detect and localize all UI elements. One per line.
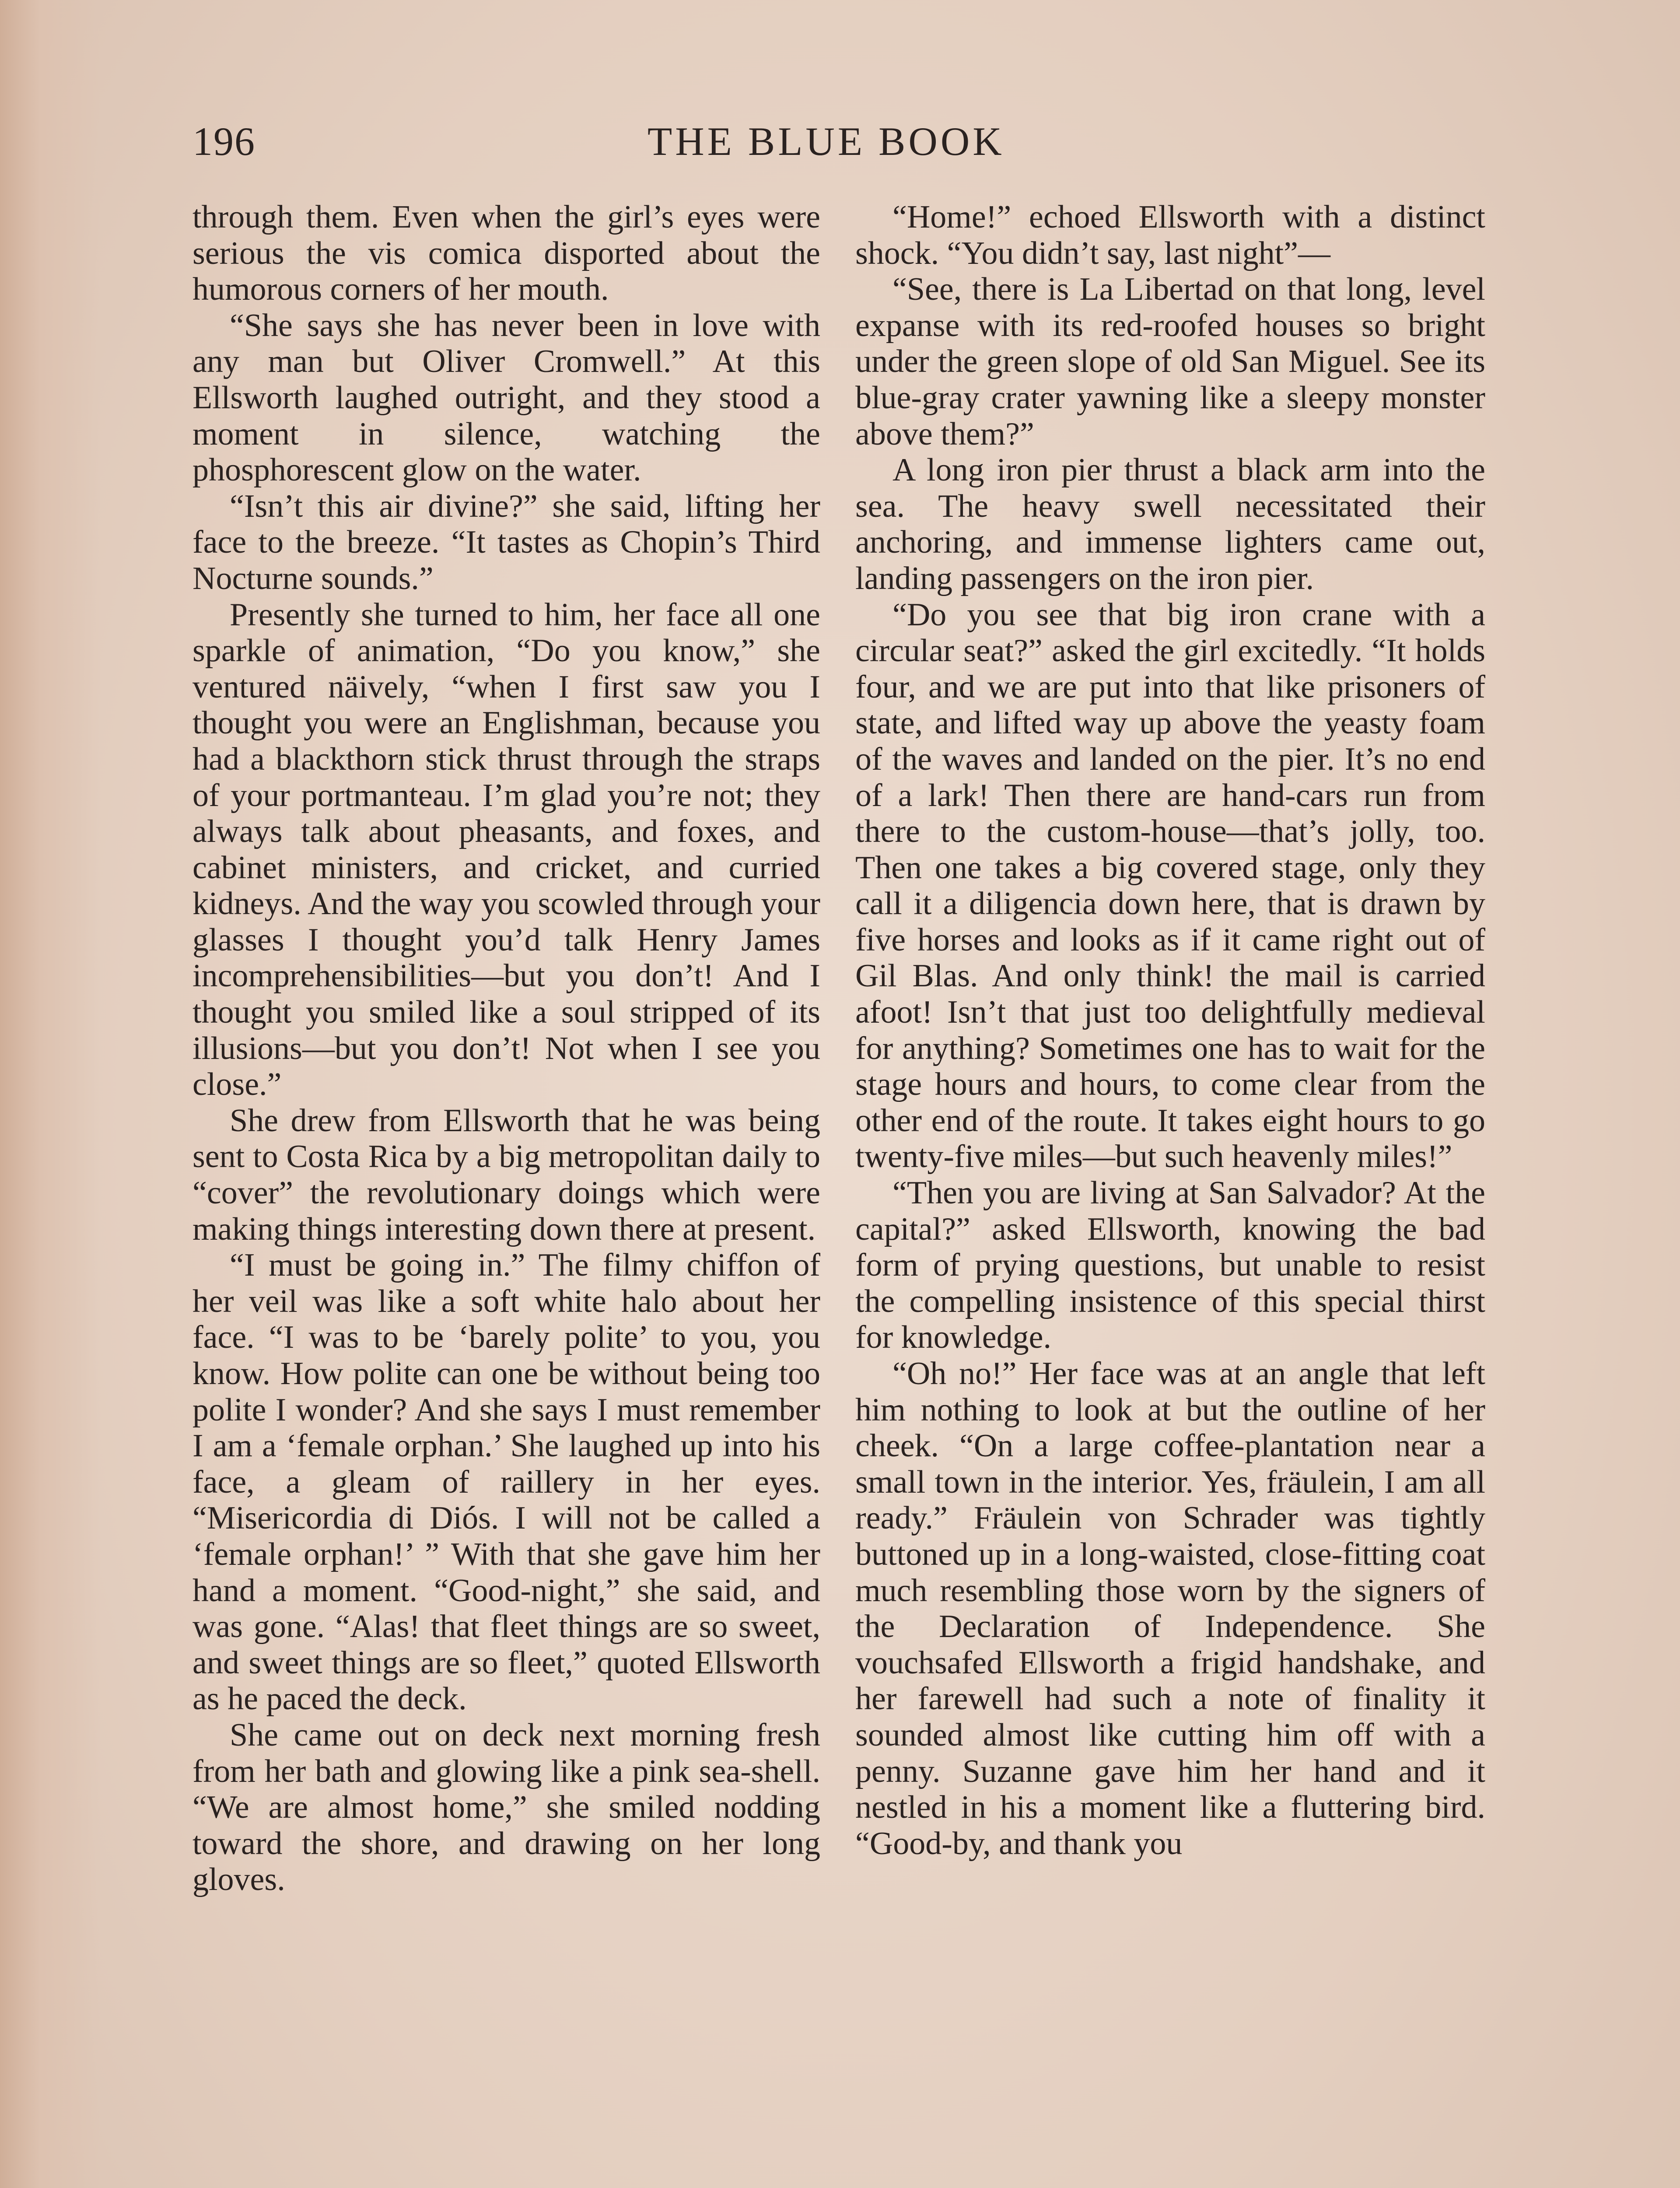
paragraph: Presently she turned to him, her face all one sparkle of animation, “Do you know,” she ventured näively, “when I first saw you I thought you were an Englishman, because you had a blackthorn stick thrust through the straps of your portmanteau. I’m glad you’re not; they always talk about pheasants, and foxes, and cabinet ministers, and cricket, and curried kidneys. And the way you scowled through your glasses I thought you’d talk Henry James incomprehensibilities—but you don’t! And I thought you smiled like a soul stripped of its illusions—but you don’t! Not when I see you close.” xyxy=(192,596,820,1103)
paragraph: “I must be going in.” The filmy chiffon of her veil was like a soft white halo about her face. “I was to be ‘barely polite’ to you, you know. How polite can one be without being too polite I wonder? And she says I must remember I am a ‘female orphan.’ She laughed up into his face, a gleam of raillery in her eyes. “Misericordia di Diós. I will not be called a ‘female orphan!’ ” With that she gave him her hand a moment. “Good-night,” she said, and was gone. “Alas! that fleet things are so sweet, and sweet things are so fleet,” quoted Ellsworth as he paced the deck. xyxy=(192,1247,820,1717)
paragraph: “Do you see that big iron crane with a circular seat?” asked the girl excitedly. “It holds four, and we are put into that like prisoners of state, and lifted way up above the yeasty foam of the waves and landed on the pier. It’s no end of a lark! Then there are hand-cars run from there to the custom-house—that’s jolly, too. Then one takes a big covered stage, only they call it a diligencia down here, that is drawn by five horses and looks as if it came right out of Gil Blas. And only think! the mail is carried afoot! Isn’t that just too delightfully medieval for anything? Sometimes one has to wait for the stage hours and hours, to come clear from the other end of the route. It takes eight hours to go twenty-five miles—but such heavenly miles!” xyxy=(855,596,1485,1175)
left-column xyxy=(192,199,820,2188)
paragraph: “Oh no!” Her face was at an angle that left him nothing to look at but the outline of her cheek. “On a large coffee-plantation near a small town in the interior. Yes, fräulein, I am all ready.” Fräulein von Schrader was tightly buttoned up in a long-waisted, close-fitting coat much resembling those worn by the signers of the Declaration of Independence. She vouchsafed Ellsworth a frigid handshake, and her farewell had such a note of finality it sounded almost like cutting him off with a penny. Suzanne gave him her hand and it nestled in his a moment like a fluttering bird. “Good-by, and thank you xyxy=(855,1356,1485,1862)
paragraph: She drew from Ellsworth that he was being sent to Costa Rica by a big metropolitan daily to “cover” the revolutionary doings which were making things interesting down there at present. xyxy=(192,1102,820,1247)
paragraph: “Isn’t this air divine?” she said, lifting her face to the breeze. “It tastes as Chopin’s Third Nocturne sounds.” xyxy=(192,488,820,596)
right-column xyxy=(855,199,1485,2188)
paragraph: “Then you are living at San Salvador? At the capital?” asked Ellsworth, knowing the bad form of prying questions, but unable to resist the compelling insistence of this special thirst for knowledge. xyxy=(855,1175,1485,1356)
paragraph: “See, there is La Libertad on that long, level expanse with its red-roofed houses so bright under the green slope of old San Miguel. See its blue-gray crater yawning like a sleepy monster above them?” xyxy=(855,271,1485,452)
paragraph: through them. Even when the girl’s eyes were serious the vis comica disported about the humorous corners of her mouth. xyxy=(192,199,820,308)
running-head: THE BLUE BOOK xyxy=(648,119,1005,164)
paragraph: She came out on deck next morning fresh from her bath and glowing like a pink sea-shell. “We are almost home,” she smiled nodding toward the shore, and drawing on her long gloves. xyxy=(192,1717,820,1898)
paragraph: A long iron pier thrust a black arm into the sea. The heavy swell necessitated their anchoring, and immense lighters came out, landing passengers on the iron pier. xyxy=(855,452,1485,596)
page-number: 196 xyxy=(192,119,256,164)
paragraph: “Home!” echoed Ellsworth with a distinct shock. “You didn’t say, last night”— xyxy=(855,199,1485,271)
page-edge-shadow xyxy=(0,0,101,2188)
paragraph: “She says she has never been in love with any man but Oliver Cromwell.” At this Ellsworth laughed outright, and they stood a moment in silence, watching the phosphorescent glow on the water. xyxy=(192,307,820,488)
